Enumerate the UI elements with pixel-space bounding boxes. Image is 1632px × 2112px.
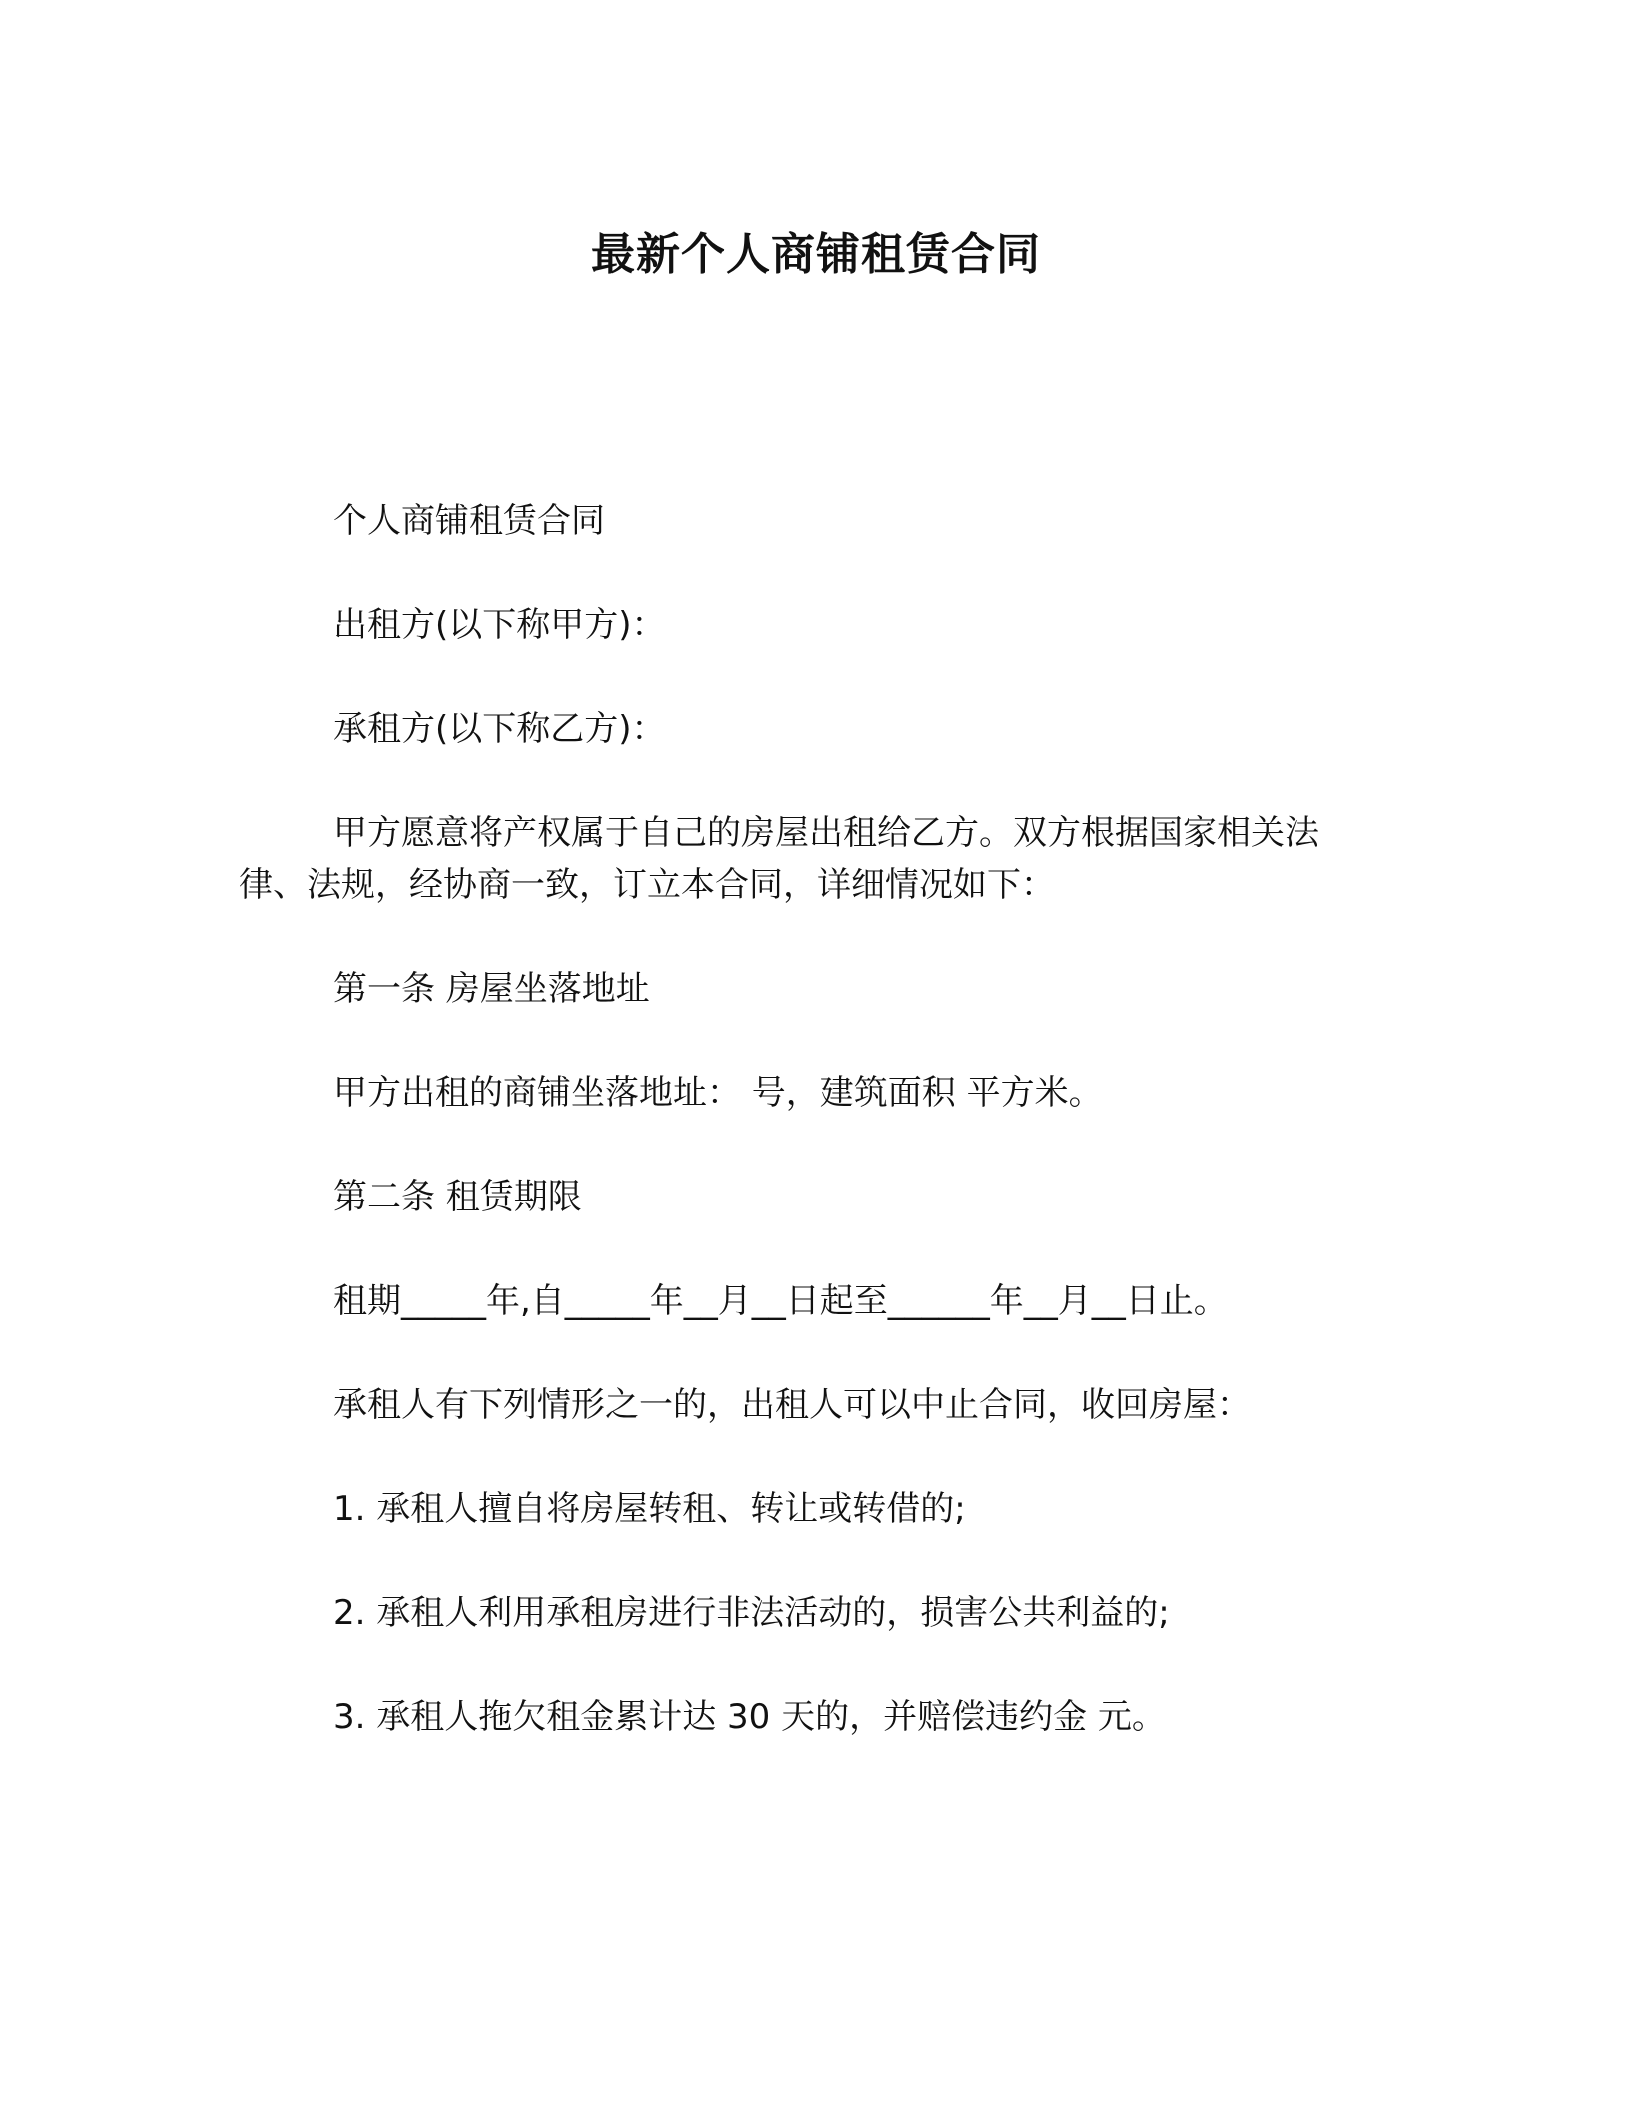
document-body <box>239 495 1379 1795</box>
paragraph-article-2-heading: 第二条 租赁期限 <box>333 1177 582 1217</box>
paragraph-lease-term: 租期_____年,自_____年__月__日起至______年__月__日止。 <box>333 1281 1228 1321</box>
paragraph-article-1-text: 甲方出租的商铺坐落地址： 号，建筑面积 平方米。 <box>333 1073 1103 1113</box>
paragraph-article-1-heading: 第一条 房屋坐落地址 <box>333 969 650 1009</box>
list-item-1: 1. 承租人擅自将房屋转租、转让或转借的; <box>333 1489 966 1529</box>
paragraph-lessor: 出租方(以下称甲方)： <box>333 605 666 645</box>
list-item-3: 3. 承租人拖欠租金累计达 30 天的，并赔偿违约金 元。 <box>333 1697 1166 1737</box>
paragraph-termination-intro: 承租人有下列情形之一的，出租人可以中止合同，收回房屋： <box>333 1385 1251 1425</box>
document-title: 最新个人商铺租赁合同 <box>591 229 1041 280</box>
paragraph-lessee: 承租方(以下称乙方)： <box>333 709 666 749</box>
paragraph-preamble: 甲方愿意将产权属于自己的房屋出租给乙方。双方根据国家相关法律、法规，经协商一致，订立本合同，详细情况如下： <box>239 813 1319 905</box>
paragraph-contract-heading: 个人商铺租赁合同 <box>333 501 605 541</box>
list-item-2: 2. 承租人利用承租房进行非法活动的，损害公共利益的; <box>333 1593 1170 1633</box>
